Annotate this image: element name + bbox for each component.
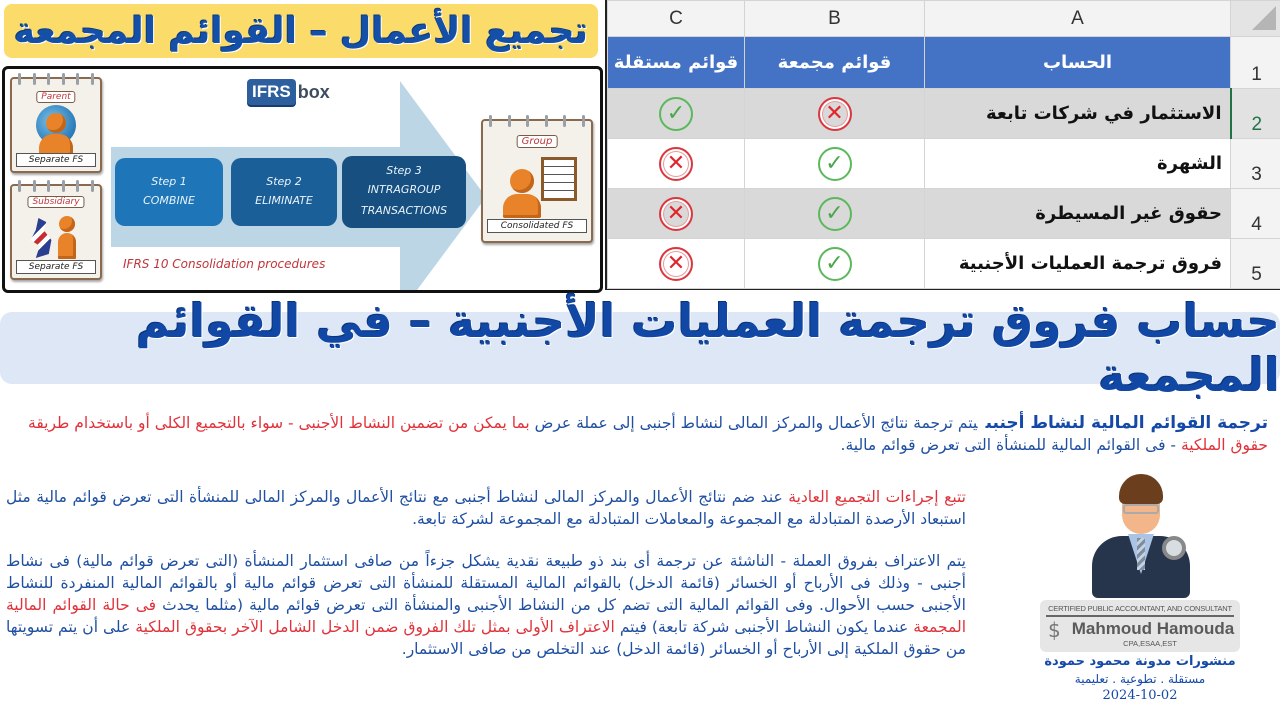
cross-icon: ✕ xyxy=(818,97,852,131)
account-cell[interactable]: حقوق غير المسيطرة xyxy=(925,189,1231,239)
separate-cell[interactable] xyxy=(608,239,745,289)
column-header-c[interactable]: C xyxy=(608,1,745,37)
header-separate-fs[interactable]: قوائم مستقلة xyxy=(608,37,745,89)
step-eliminate: Step 2 ELIMINATE xyxy=(231,158,337,226)
diagram-caption: IFRS 10 Consolidation procedures xyxy=(123,257,326,271)
account-cell[interactable]: فروق ترجمة العمليات الأجنبية xyxy=(925,239,1231,289)
consolidated-cell[interactable] xyxy=(745,139,925,189)
separate-cell[interactable] xyxy=(608,89,745,139)
person-icon xyxy=(58,216,76,259)
cross-icon: ✕ xyxy=(659,147,693,181)
abacus-icon xyxy=(541,157,577,201)
top-title-banner xyxy=(4,4,598,58)
check-icon: ✓ xyxy=(818,147,852,181)
parent-notepad: Parent Separate FS xyxy=(10,77,102,173)
select-all-corner[interactable] xyxy=(1231,1,1280,37)
table-row xyxy=(608,139,1280,189)
account-cell[interactable]: الشهرة xyxy=(925,139,1231,189)
group-notepad: Group Consolidated FS xyxy=(481,119,593,243)
avatar xyxy=(1086,474,1196,598)
glasses-icon xyxy=(1123,504,1159,514)
group-people-icon xyxy=(503,169,541,218)
paragraph-currency-differences: يتم الاعتراف بفروق العملة - الناشئة عن ترجمة أى بند ذو طبيعة نقدية يشكل جزءاً من صافى استثمار المنشأة (التى تعرض قوائم مالية) فى نشاط أجنبى - وذلك فى الأرباح أو الخسائر (قائمة الدخل) بالقوائم المالية المستقلة للمنشأة التى تعرض قوائم مالية أو بالقوائم المالية المنفردة للنشاط الأجنبى حسب الأحوال. وفى القوائم المالية التى تضم كل من النشاط الأجنبى والمنشأة التى تعرض قوائم مالية (مثلما يحدث فى حالة القوائم المالية المجمعة عندما يكون النشاط الأجنبى شركة تابعة) فيتم الاعتراف الأولى بمثل تلك الفروق ضمن الدخل الشامل الآخر بحقوق الملكية على أن يتم تسويتها من حقوق الملكية إلى الأرباح أو الخسائر (قائمة الدخل) عند التخلص من صافى الاستثمار. xyxy=(6,552,967,658)
subsidiary-notepad: Subsidiary Separate FS xyxy=(10,184,102,280)
row-number[interactable]: 5 xyxy=(1231,239,1280,289)
ifrs-consolidation-diagram xyxy=(2,66,603,293)
uk-flag-map-icon xyxy=(28,218,54,258)
row-number[interactable]: 4 xyxy=(1231,189,1280,239)
table-row xyxy=(608,239,1280,289)
paragraph-consolidation-procedures: تتبع إجراءات التجميع العادية عند ضم نتائج الأعمال والمركز المالى لنشاط أجنبى مع نتائج الأعمال والمركز المالى للمنشأة التى تعرض قوائم مالية مثل استبعاد الأرصدة المتبادلة مع المجموعة والمعاملات المتبادلة مع المجموعة لشركة تابعة. xyxy=(6,488,966,528)
author-card xyxy=(1036,466,1244,716)
paragraph-lead: ترجمة القوائم المالية لنشاط أجنبى xyxy=(985,413,1268,433)
cross-icon: ✕ xyxy=(659,197,693,231)
publication-tagline: مستقلة . تطوعية . تعليمية xyxy=(1074,672,1206,686)
check-icon: ✓ xyxy=(818,197,852,231)
step-intragroup: Step 3 INTRAGROUP TRANSACTIONS xyxy=(342,156,466,228)
top-title: تجميع الأعمال – القوائم المجمعة xyxy=(13,10,589,52)
publication-date: 2024-10-02 xyxy=(1102,688,1178,703)
check-icon: ✓ xyxy=(659,97,693,131)
author-credentials: CPA,ESAA,EST xyxy=(1123,639,1177,648)
person-icon xyxy=(39,113,73,156)
column-header-a[interactable]: A xyxy=(925,1,1231,37)
accounts-spreadsheet xyxy=(605,0,1280,290)
paragraph-translation: ترجمة القوائم المالية لنشاط أجنبىيتم ترجمة نتائج الأعمال والمركز المالى لنشاط أجنبى إلى عملة عرض بما يمكن من تضمين النشاط الأجنبى - سواء بالتجميع الكلى أو باستخدام طريقة حقوق الملكية - فى القوائم المالية للمنشأة التى تعرض قوائم مالية. xyxy=(28,413,1268,454)
row-number[interactable]: 1 xyxy=(1231,37,1280,89)
column-header-b[interactable]: B xyxy=(745,1,925,37)
cross-icon: ✕ xyxy=(659,247,693,281)
step-combine: Step 1 COMBINE xyxy=(115,158,223,226)
author-name: Mahmoud Hamouda xyxy=(1071,619,1235,638)
header-account[interactable]: الحساب xyxy=(925,37,1231,89)
row-number[interactable]: 3 xyxy=(1231,139,1280,189)
section-title: حساب فروق ترجمة العمليات الأجنبية – في القوائم المجمعة xyxy=(136,294,1280,402)
row-number[interactable]: 2 xyxy=(1231,89,1280,139)
table-row xyxy=(608,89,1280,139)
consolidated-cell[interactable] xyxy=(745,189,925,239)
account-cell[interactable]: الاستثمار في شركات تابعة xyxy=(925,89,1231,139)
table-row xyxy=(608,189,1280,239)
magnifier-icon xyxy=(1162,536,1186,560)
separate-cell[interactable] xyxy=(608,139,745,189)
header-consolidated-fs[interactable]: قوائم مجمعة xyxy=(745,37,925,89)
consolidated-cell[interactable] xyxy=(745,239,925,289)
consolidated-cell[interactable] xyxy=(745,89,925,139)
author-nameplate: CERTIFIED PUBLIC ACCOUNTANT, AND CONSULTANT $ Mahmoud Hamouda CPA,ESAA,EST xyxy=(1040,600,1240,652)
money-bag-icon: $ xyxy=(1048,618,1061,642)
separate-cell[interactable] xyxy=(608,189,745,239)
publication-name: منشورات مدونة محمود حمودة xyxy=(1044,654,1236,669)
section-banner xyxy=(0,294,1280,402)
ifrs-box-logo: IFRS box xyxy=(247,79,330,105)
check-icon: ✓ xyxy=(818,247,852,281)
